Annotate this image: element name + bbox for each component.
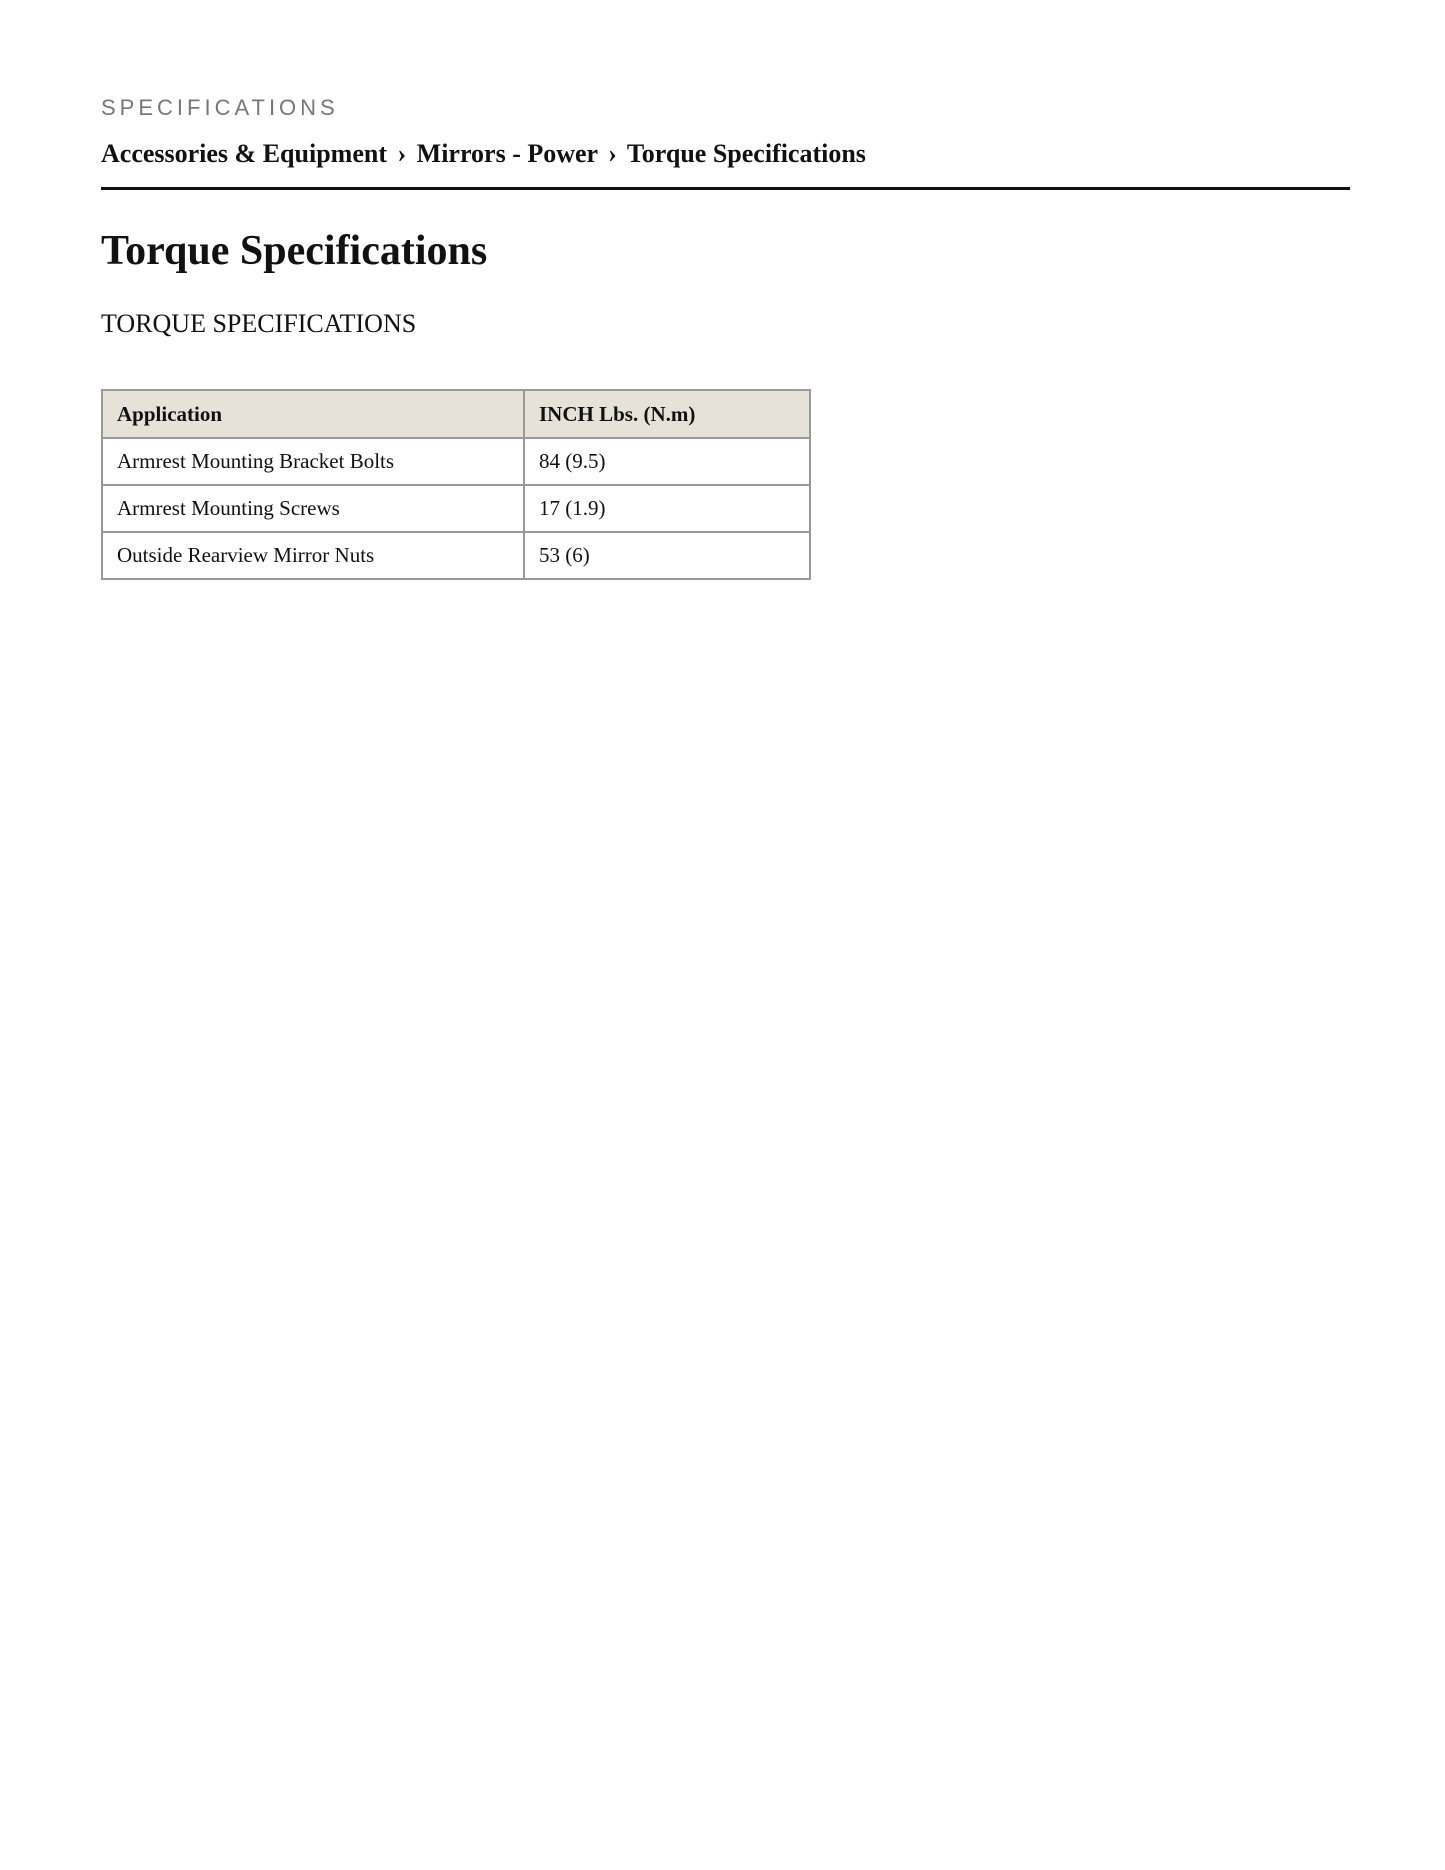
table-cell-torque: 53 (6): [524, 532, 810, 579]
table-cell-application: Armrest Mounting Bracket Bolts: [102, 438, 524, 485]
breadcrumb: [101, 138, 866, 170]
torque-spec-table: [101, 389, 811, 580]
table-cell-application: Armrest Mounting Screws: [102, 485, 524, 532]
breadcrumb-item-accessories[interactable]: Accessories & Equipment: [101, 139, 387, 168]
breadcrumb-item-current: Torque Specifications: [626, 139, 866, 168]
table-row: [102, 485, 810, 532]
section-label: SPECIFICATIONS: [101, 95, 339, 120]
section-heading: TORQUE SPECIFICATIONS: [101, 309, 417, 338]
table-cell-application: Outside Rearview Mirror Nuts: [102, 532, 524, 579]
header-divider: [101, 187, 1350, 190]
table-cell-torque: 17 (1.9): [524, 485, 810, 532]
breadcrumb-separator: ›: [608, 139, 617, 168]
breadcrumb-item-mirrors[interactable]: Mirrors - Power: [416, 139, 598, 168]
table-header-row: [102, 390, 810, 438]
column-header-application: Application: [102, 390, 524, 438]
table-row: [102, 532, 810, 579]
column-header-torque: INCH Lbs. (N.m): [524, 390, 810, 438]
breadcrumb-separator: ›: [397, 139, 407, 168]
page-title: Torque Specifications: [101, 228, 488, 274]
table-row: [102, 438, 810, 485]
table-cell-torque: 84 (9.5): [524, 438, 810, 485]
